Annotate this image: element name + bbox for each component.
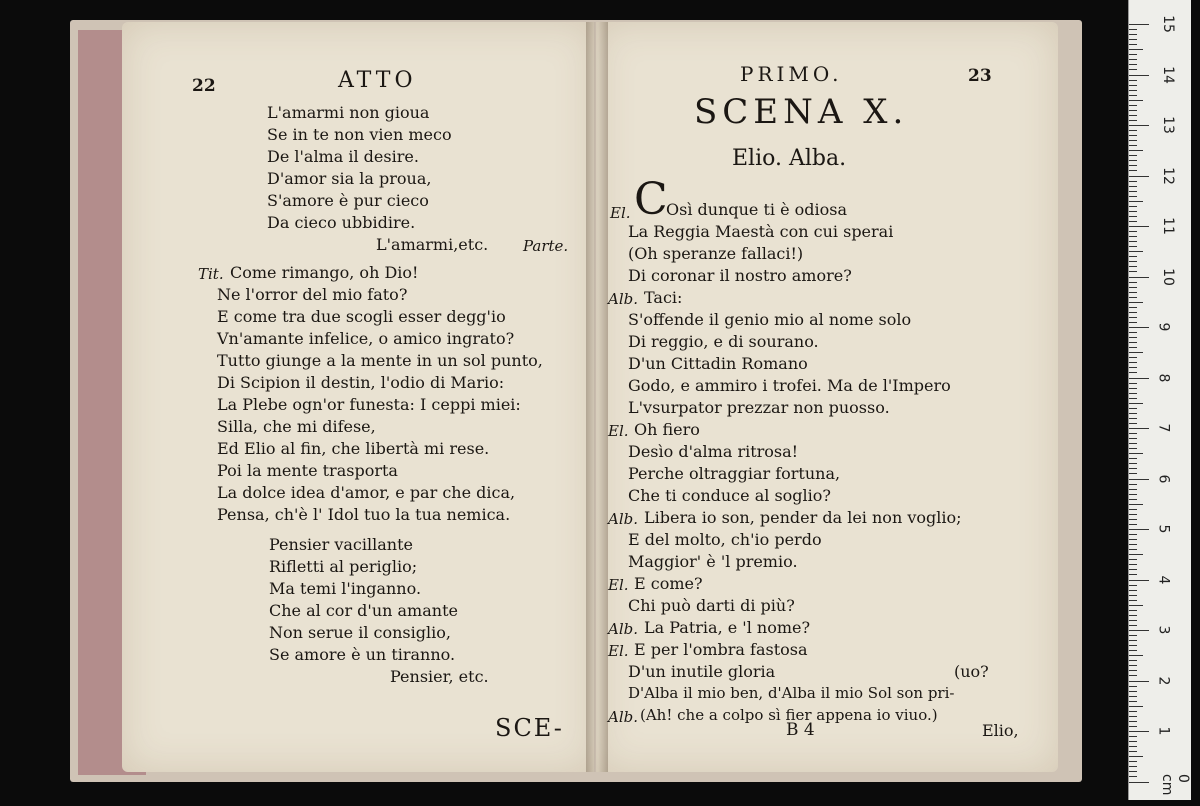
ruler-tick [1129, 408, 1137, 409]
recit-line: La Plebe ogn'or funesta: I ceppi miei: [217, 395, 521, 414]
speaker-label: Alb. [608, 620, 638, 638]
dialogue-line: La Patria, e 'l nome? [644, 618, 811, 637]
ruler-tick [1129, 665, 1137, 666]
ruler-tick [1129, 716, 1137, 717]
ruler-tick [1129, 378, 1149, 379]
dialogue-line: Di reggio, e di sourano. [628, 332, 819, 351]
ruler-tick [1129, 625, 1137, 626]
ruler-tick [1129, 130, 1137, 131]
recit-line: Ne l'orror del mio fato? [217, 285, 408, 304]
ruler-tick [1129, 630, 1149, 631]
ruler-tick [1129, 287, 1137, 288]
ruler-tick [1129, 701, 1137, 702]
left-page-number: 22 [192, 76, 216, 96]
dialogue-line: D'Alba il mio ben, d'Alba il mio Sol son pri- [628, 684, 955, 702]
ruler-tick [1129, 504, 1143, 505]
ruler-tick [1129, 751, 1137, 752]
ruler-tick [1129, 312, 1137, 313]
ruler-tick [1129, 509, 1137, 510]
ruler-tick [1129, 605, 1143, 606]
ruler-tick [1129, 49, 1143, 50]
right-page-number: 23 [968, 66, 992, 86]
ruler-tick [1129, 251, 1143, 252]
ruler-tick [1129, 458, 1137, 459]
recit-line: E come tra due scogli esser degg'io [217, 307, 506, 326]
ruler-tick [1129, 479, 1149, 480]
ruler-tick [1129, 615, 1137, 616]
ruler-tick [1129, 438, 1137, 439]
ruler-tick [1129, 39, 1137, 40]
measuring-ruler [1128, 0, 1191, 800]
ruler-tick [1129, 34, 1137, 35]
ruler-tick [1129, 145, 1137, 146]
right-running-head: PRIMO. [740, 62, 843, 86]
ruler-tick [1129, 529, 1149, 530]
recit-line: Come rimango, oh Dio! [230, 263, 419, 282]
recit-line: Di Scipion il destin, l'odio di Mario: [217, 373, 505, 392]
ruler-tick [1129, 706, 1143, 707]
ruler-tick [1129, 782, 1149, 783]
ruler-number: 8 [1155, 373, 1172, 382]
ruler-tick [1129, 443, 1137, 444]
ruler-number: 7 [1155, 423, 1172, 433]
ruler-tick [1129, 403, 1143, 404]
dialogue-line: E come? [634, 574, 703, 593]
ruler-tick [1129, 514, 1137, 515]
ruler-tick [1129, 44, 1137, 45]
ruler-tick [1129, 383, 1137, 384]
speaker-label: Alb. [608, 708, 638, 726]
ruler-tick [1129, 635, 1137, 636]
dialogue-line: Maggior' è 'l premio. [628, 552, 798, 571]
ruler-tick [1129, 670, 1137, 671]
aria-line: D'amor sia la proua, [267, 169, 432, 188]
aria-line: S'amore è pur cieco [267, 191, 429, 210]
ruler-tick [1129, 423, 1137, 424]
ruler-tick [1129, 297, 1137, 298]
ruler-number: 14 [1159, 65, 1176, 84]
dialogue-line: E per l'ombra fastosa [634, 640, 808, 659]
ruler-tick [1129, 448, 1137, 449]
ruler-tick [1129, 499, 1137, 500]
ruler-tick [1129, 277, 1149, 278]
aria-line: L'amarmi non gioua [267, 103, 430, 122]
dialogue-line: Godo, e ammiro i trofei. Ma de l'Impero [628, 376, 951, 395]
ruler-tick [1129, 100, 1143, 101]
ruler-tick [1129, 595, 1137, 596]
ruler-tick [1129, 357, 1137, 358]
ruler-tick [1129, 756, 1143, 757]
speaker-label: El. [608, 576, 629, 594]
ruler-tick [1129, 165, 1137, 166]
ruler-tick [1129, 221, 1137, 222]
ruler-tick [1129, 610, 1137, 611]
ruler-tick [1129, 418, 1137, 419]
recit-line: Vn'amante infelice, o amico ingrato? [217, 329, 515, 348]
ruler-tick [1129, 206, 1137, 207]
ruler-tick [1129, 226, 1149, 227]
ruler-tick [1129, 110, 1137, 111]
speaker-label: El. [610, 204, 631, 222]
ruler-tick [1129, 433, 1137, 434]
exit-note: Parte. [523, 237, 569, 255]
ruler-tick [1129, 256, 1137, 257]
aria-end: L'amarmi,etc. [376, 235, 489, 254]
ruler-tick [1129, 266, 1137, 267]
ruler-tick [1129, 696, 1137, 697]
ruler-tick [1129, 196, 1137, 197]
ruler-tick [1129, 686, 1137, 687]
dialogue-line: L'vsurpator prezzar non puosso. [628, 398, 890, 417]
ruler-tick [1129, 69, 1137, 70]
ruler-tick [1129, 539, 1137, 540]
ruler-tick [1129, 191, 1137, 192]
aria-line: Se amore è un tiranno. [269, 645, 456, 664]
ruler-tick [1129, 620, 1137, 621]
ruler-number: 2 [1155, 676, 1172, 685]
ruler-tick [1129, 549, 1137, 550]
ruler-number: 11 [1159, 217, 1176, 235]
ruler-tick [1129, 322, 1137, 323]
dialogue-line: D'un inutile gloria [628, 662, 776, 681]
ruler-tick [1129, 54, 1137, 55]
ruler-tick [1129, 64, 1137, 65]
scene-title: SCENA X. [694, 92, 909, 132]
ruler-tick [1129, 241, 1137, 242]
ruler-tick [1129, 246, 1137, 247]
ruler-tick [1129, 105, 1137, 106]
dialogue-line: E del molto, ch'io perdo [628, 530, 822, 549]
ruler-tick [1129, 211, 1137, 212]
ruler-tick [1129, 362, 1137, 363]
ruler-tick [1129, 367, 1137, 368]
dialogue-line: Perche oltraggiar fortuna, [628, 464, 841, 483]
ruler-tick [1129, 544, 1137, 545]
ruler-tick [1129, 342, 1137, 343]
ruler-tick [1129, 585, 1137, 586]
ruler-tick [1129, 655, 1143, 656]
ruler-tick [1129, 372, 1137, 373]
ruler-tick [1129, 125, 1149, 126]
ruler-tick [1129, 90, 1137, 91]
aria-line: Non serue il consiglio, [269, 623, 451, 642]
ruler-number: 3 [1155, 625, 1172, 635]
ruler-tick [1129, 201, 1143, 202]
ruler-tick [1129, 347, 1137, 348]
ruler-tick [1129, 75, 1149, 76]
signature-mark: B 4 [786, 720, 815, 740]
speaker-label: Alb. [608, 510, 638, 528]
speaker-label: Alb. [608, 290, 638, 308]
ruler-tick [1129, 261, 1137, 262]
ruler-tick [1129, 85, 1137, 86]
aria-line: De l'alma il desire. [267, 147, 419, 166]
ruler-tick [1129, 271, 1137, 272]
ruler-tick [1129, 317, 1137, 318]
ruler-tick [1129, 155, 1137, 156]
recit-line: Poi la mente trasporta [217, 461, 398, 480]
aria-line: Se in te non vien meco [267, 125, 452, 144]
speaker-label: El. [608, 642, 629, 660]
ruler-tick [1129, 231, 1137, 232]
left-running-head: ATTO [338, 68, 417, 93]
ruler-tick [1129, 741, 1137, 742]
ruler-tick [1129, 307, 1137, 308]
ruler-tick [1129, 292, 1137, 293]
ruler-tick [1129, 150, 1143, 151]
aria-end: Pensier, etc. [390, 667, 489, 686]
ruler-tick [1129, 746, 1137, 747]
ruler-tick [1129, 216, 1137, 217]
ruler-tick [1129, 524, 1137, 525]
ruler-tick [1129, 564, 1137, 565]
ruler-tick [1129, 393, 1137, 394]
dialogue-line: Di coronar il nostro amore? [628, 266, 852, 285]
ruler-tick [1129, 463, 1137, 464]
ruler-tick [1129, 176, 1149, 177]
ruler-tick [1129, 771, 1137, 772]
aria-line: Pensier vacillante [269, 535, 413, 554]
dialogue-line: D'un Cittadin Romano [628, 354, 808, 373]
dialogue-line: Che ti conduce al soglio? [628, 486, 831, 505]
ruler-tick [1129, 170, 1137, 171]
aria-line: Rifletti al periglio; [269, 557, 418, 576]
ruler-tick [1129, 494, 1137, 495]
ruler-tick [1129, 519, 1137, 520]
dialogue-line: Libera io son, pender da lei non voglio; [644, 508, 962, 527]
ruler-tick [1129, 352, 1143, 353]
ruler-tick [1129, 140, 1137, 141]
ruler-tick [1129, 711, 1137, 712]
dialogue-line: Desìo d'alma ritrosa! [628, 442, 799, 461]
ruler-number: 12 [1159, 166, 1176, 185]
ruler-tick [1129, 731, 1149, 732]
ruler-tick [1129, 660, 1137, 661]
ruler-tick [1129, 681, 1149, 682]
ruler-tick [1129, 600, 1137, 601]
ruler-tick [1129, 236, 1137, 237]
ruler-number: 9 [1155, 322, 1172, 332]
aria-line: Ma temi l'inganno. [269, 579, 422, 598]
ruler-tick [1129, 761, 1137, 762]
ruler-tick [1129, 650, 1137, 651]
ruler-tick [1129, 327, 1149, 328]
ruler-tick [1129, 302, 1143, 303]
ruler-tick [1129, 721, 1137, 722]
dialogue-line: La Reggia Maestà con cui sperai [628, 222, 894, 241]
dialogue-line: Chi può darti di più? [628, 596, 795, 615]
ruler-tick [1129, 534, 1137, 535]
ruler-tick [1129, 766, 1137, 767]
ruler-tick [1129, 24, 1149, 25]
ruler-number: 6 [1155, 474, 1172, 483]
ruler-tick [1129, 776, 1137, 777]
drop-cap: C [634, 174, 668, 225]
ruler-tick [1129, 484, 1137, 485]
dialogue-line: Taci: [644, 288, 683, 307]
ruler-number: 1 [1155, 726, 1172, 736]
dialogue-line: Oh fiero [634, 420, 700, 439]
scene-characters: Elio. Alba. [732, 146, 847, 171]
ruler-number: 0 cm [1159, 773, 1191, 795]
ruler-tick [1129, 428, 1149, 429]
ruler-tick [1129, 574, 1137, 575]
recit-line: Ed Elio al fin, che libertà mi rese. [217, 439, 490, 458]
book-gutter [586, 22, 608, 772]
recit-line: Pensa, ch'è l' Idol tuo la tua nemica. [217, 505, 511, 524]
ruler-tick [1129, 120, 1137, 121]
ruler-tick [1129, 640, 1137, 641]
ruler-number: 10 [1159, 267, 1176, 286]
ruler-tick [1129, 489, 1137, 490]
ruler-tick [1129, 332, 1137, 333]
ruler-tick [1129, 413, 1137, 414]
ruler-tick [1129, 726, 1137, 727]
ruler-tick [1129, 398, 1137, 399]
dialogue-line: Osì dunque ti è odiosa [666, 200, 848, 219]
recit-line: Tutto giunge a la mente in un sol punto, [217, 351, 543, 370]
ruler-tick [1129, 554, 1143, 555]
recit-line: Silla, che mi difese, [217, 417, 376, 436]
ruler-tick [1129, 590, 1137, 591]
ruler-number: 5 [1155, 524, 1172, 534]
ruler-tick [1129, 282, 1137, 283]
ruler-tick [1129, 186, 1137, 187]
ruler-tick [1129, 453, 1143, 454]
speaker-label: El. [608, 422, 629, 440]
dialogue-line: S'offende il genio mio al nome solo [628, 310, 912, 329]
ruler-number: 4 [1155, 575, 1172, 584]
dialogue-tail: (uo? [954, 662, 989, 681]
ruler-tick [1129, 691, 1137, 692]
ruler-tick [1129, 160, 1137, 161]
ruler-tick [1129, 473, 1137, 474]
ruler-tick [1129, 80, 1137, 81]
ruler-tick [1129, 29, 1137, 30]
ruler-tick [1129, 181, 1137, 182]
ruler-tick [1129, 645, 1137, 646]
aria-line: Da cieco ubbidire. [267, 213, 416, 232]
ruler-number: 15 [1159, 15, 1176, 33]
ruler-tick [1129, 736, 1137, 737]
ruler-tick [1129, 337, 1137, 338]
ruler-tick [1129, 580, 1149, 581]
ruler-tick [1129, 388, 1137, 389]
left-catchword: SCE- [495, 714, 564, 742]
recit-line: La dolce idea d'amor, e par che dica, [217, 483, 516, 502]
dialogue-line: (Oh speranze fallaci!) [628, 244, 804, 263]
ruler-tick [1129, 468, 1137, 469]
ruler-tick [1129, 569, 1137, 570]
ruler-tick [1129, 59, 1137, 60]
right-catchword: Elio, [982, 721, 1019, 740]
ruler-number: 13 [1159, 116, 1176, 134]
ruler-tick [1129, 135, 1137, 136]
ruler-tick [1129, 559, 1137, 560]
ruler-tick [1129, 675, 1137, 676]
ruler-tick [1129, 115, 1137, 116]
speaker-label: Tit. [198, 265, 224, 283]
dialogue-line: (Ah! che a colpo sì fier appena io viuo.) [640, 706, 938, 724]
ruler-tick [1129, 95, 1137, 96]
aria-line: Che al cor d'un amante [269, 601, 458, 620]
